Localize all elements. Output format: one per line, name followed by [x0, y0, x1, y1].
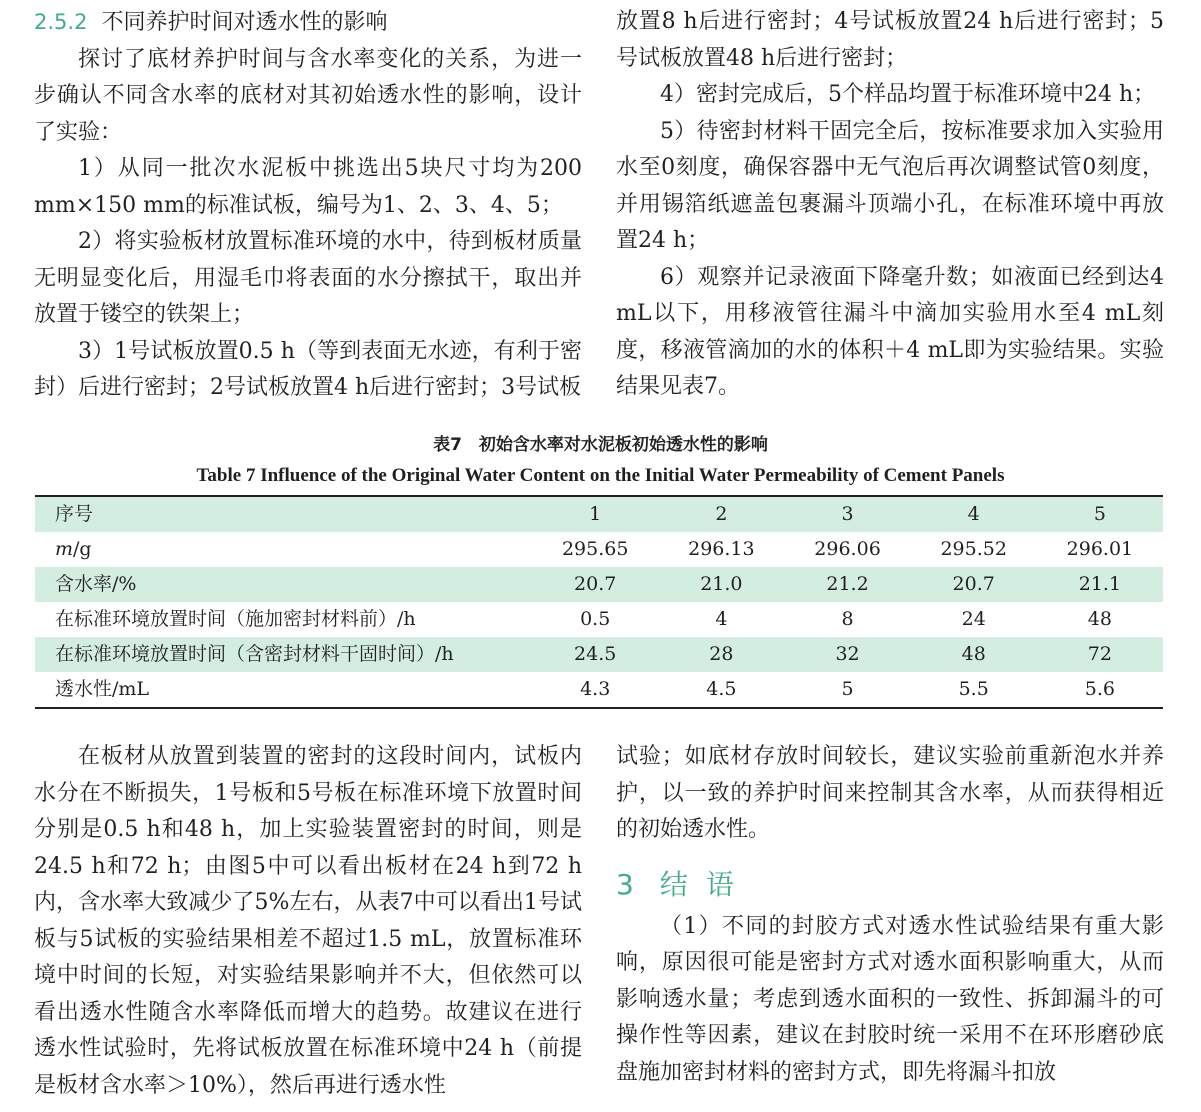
table-cell: 24	[961, 608, 986, 630]
row-label: 在标准环境放置时间（施加密封材料前）/h	[55, 608, 416, 630]
section-title: 结语	[659, 867, 752, 901]
paragraph: 3）1号试板放置0.5 h（等到表面无水迹，有利于密封）后进行密封；2号试板放置4 h后进行密封；3号试板	[34, 338, 582, 400]
table-cell: 4.3	[580, 678, 611, 700]
table-header-cell: 4	[911, 496, 1037, 532]
paragraph: （1）不同的封胶方式对透水性试验结果有重大影响，原因很可能是密封方式对透水面积影响重大，从而影响透水量；考虑到透水面积的一致性、拆卸漏斗的可操作性等因素，建议在封胶时统一采用不在环形磨砂底盘施加密封材料的密封方式，即先将漏斗扣放	[616, 913, 1164, 1085]
right-column-bottom	[616, 739, 1164, 1091]
table-cell: 296.01	[1066, 538, 1134, 560]
table-cell: 5.5	[958, 678, 989, 700]
table-cell: 24.5	[532, 637, 658, 672]
table-cell: 21.0	[658, 567, 784, 602]
table-cell: 5	[841, 678, 854, 700]
section-2-5-2-heading	[34, 4, 582, 42]
table-cell: 20.7	[911, 567, 1037, 602]
table-caption-english: Table 7 Influence of the Original Water Content on the Initial Water Permeability of Cement Panels	[196, 465, 1005, 486]
section-number: 2.5.2	[34, 10, 88, 34]
row-label: 含水率/%	[35, 567, 532, 602]
left-column-bottom	[34, 739, 582, 1104]
table-cell: 296.13	[688, 538, 755, 560]
table-cell: 72	[1037, 637, 1163, 672]
left-column-top	[34, 4, 582, 407]
paragraph: 2）将实验板材放置标准环境的水中，待到板材质量无明显变化后，用湿毛巾将表面的水分擦拭干，取出并放置于镂空的铁架上；	[34, 229, 582, 327]
table-cell: 20.7	[532, 567, 658, 602]
row-label-text: /g	[73, 538, 92, 560]
paragraph: 探讨了底材养护时间与含水率变化的关系，为进一步确认不同含水率的底材对其初始透水性的影响，设计了实验：	[34, 46, 582, 145]
row-label: 在标准环境放置时间（含密封材料干固时间）/h	[35, 637, 532, 672]
table-row	[35, 602, 1163, 637]
table-row	[35, 532, 1163, 567]
table-row	[35, 567, 1163, 602]
section-3-heading	[616, 865, 1164, 905]
table-caption-chinese: 表7 初始含水率对水泥板初始透水性的影响	[433, 435, 768, 455]
row-label-italic: m	[55, 538, 74, 560]
table-header-cell: 3	[784, 496, 910, 532]
table-cell: 21.1	[1037, 567, 1163, 602]
row-label: 透水性/mL	[55, 678, 150, 700]
table-cell: 295.65	[561, 538, 629, 560]
table-cell: 0.5	[580, 608, 611, 630]
table-header-row	[35, 496, 1163, 532]
table-cell: 4.5	[706, 678, 737, 700]
row-label	[35, 532, 532, 567]
paragraph: 5）待密封材料干固完全后，按标准要求加入实验用水至0刻度，确保容器中无气泡后再次调整试管0刻度，并用锡箔纸遮盖包裹漏斗顶端小孔，在标准环境中再放置24 h；	[616, 118, 1164, 253]
table-cell: 32	[784, 637, 910, 672]
section-title: 不同养护时间对透水性的影响	[101, 10, 388, 35]
table-cell: 28	[658, 637, 784, 672]
table-cell: 48	[911, 637, 1037, 672]
table-cell: 8	[841, 608, 854, 630]
table-header-cell: 1	[532, 496, 658, 532]
paragraph: 试验；如底材存放时间较长，建议实验前重新泡水并养护，以一致的养护时间来控制其含水率，从而获得相近的初始透水性。	[616, 744, 1164, 842]
section-number: 3	[616, 867, 634, 901]
right-column-top	[616, 4, 1164, 406]
table-row	[35, 672, 1163, 708]
table-cell: 21.2	[784, 567, 910, 602]
paragraph: 放置8 h后进行密封；4号试板放置24 h后进行密封；5号试板放置48 h后进行密封；	[616, 9, 1164, 71]
table-row	[35, 637, 1163, 672]
table-header-cell: 5	[1037, 496, 1163, 532]
table-cell: 5.6	[1084, 678, 1115, 700]
table-cell: 4	[715, 608, 728, 630]
table-header-cell: 2	[658, 496, 784, 532]
paragraph: 在板材从放置到装置的密封的这段时间内，试板内水分在不断损失，1号板和5号板在标准环境下放置时间分别是0.5 h和48 h，加上实验装置密封的时间，则是24.5 h和72 h；由图5中可以看出板材在24 h到72 h内，含水率大致减少了5%左右，从表7中可以看出1号试板与5试板的实验结果相差不超过1.5 mL，放置标准环境中时间的长短，对实验结果影响并不大，但依然可以看出透水性随含水率降低而增大的趋势。故建议在进行透水性试验时，先将试板放置在标准环境中24 h（前提是板材含水率＞10%），然后再进行透水性	[34, 744, 582, 1098]
table-cell: 48	[1087, 608, 1112, 630]
paragraph: 1）从同一批次水泥板中挑选出5块尺寸均为200 mm×150 mm的标准试板，编号为1、2、3、4、5；	[34, 156, 582, 218]
data-table	[35, 495, 1163, 709]
table-cell: 296.06	[814, 538, 881, 560]
table-header-label: 序号	[35, 496, 532, 532]
paragraph: 6）观察并记录液面下降毫升数；如液面已经到达4 mL以下，用移液管往漏斗中滴加实验用水至4 mL刻度，移液管滴加的水的体积＋4 mL即为实验结果。实验结果见表7。	[616, 264, 1164, 399]
table-cell: 295.52	[940, 538, 1007, 560]
paragraph: 4）密封完成后，5个样品均置于标准环境中24 h；	[660, 82, 1156, 107]
